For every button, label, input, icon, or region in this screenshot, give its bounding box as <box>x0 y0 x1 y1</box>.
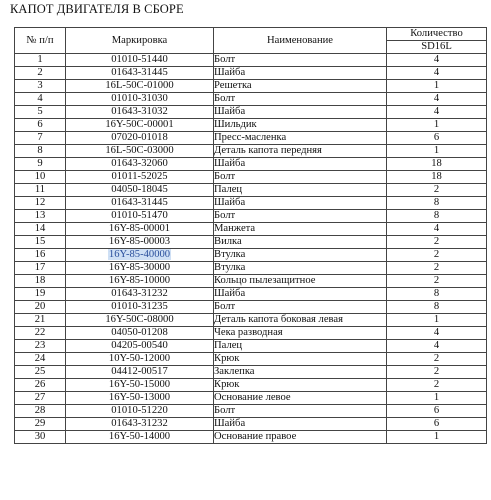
cell-num: 11 <box>15 184 66 197</box>
cell-num: 9 <box>15 158 66 171</box>
cell-name: Основание левое <box>214 392 387 405</box>
cell-num: 8 <box>15 145 66 158</box>
table-row[interactable] <box>15 366 487 379</box>
cell-qty: 4 <box>387 106 487 119</box>
cell-num: 16 <box>15 249 66 262</box>
header-qty: Количество <box>387 28 487 41</box>
cell-marking: 04412-00517 <box>66 366 214 379</box>
cell-marking: 04050-01208 <box>66 327 214 340</box>
cell-name: Болт <box>214 210 387 223</box>
cell-name: Палец <box>214 184 387 197</box>
cell-num: 10 <box>15 171 66 184</box>
header-name: Наименование <box>214 28 387 54</box>
cell-marking: 16Y-85-00003 <box>66 236 214 249</box>
table-row[interactable] <box>15 314 487 327</box>
table-row[interactable] <box>15 353 487 366</box>
cell-name: Болт <box>214 54 387 67</box>
selected-text[interactable]: 16Y-85-40000 <box>108 249 171 260</box>
cell-num: 4 <box>15 93 66 106</box>
cell-qty: 1 <box>387 119 487 132</box>
cell-marking: 04205-00540 <box>66 340 214 353</box>
table-row[interactable] <box>15 93 487 106</box>
header-model: SD16L <box>387 41 487 54</box>
table-row[interactable] <box>15 132 487 145</box>
table-body <box>15 54 487 444</box>
cell-marking: 04050-18045 <box>66 184 214 197</box>
cell-num: 12 <box>15 197 66 210</box>
table-row[interactable] <box>15 145 487 158</box>
cell-name: Крюк <box>214 353 387 366</box>
cell-num: 13 <box>15 210 66 223</box>
cell-qty: 2 <box>387 353 487 366</box>
parts-table <box>14 27 487 444</box>
cell-marking: 16Y-85-30000 <box>66 262 214 275</box>
cell-name: Решетка <box>214 80 387 93</box>
table-row[interactable] <box>15 262 487 275</box>
table-row[interactable] <box>15 158 487 171</box>
table-row[interactable] <box>15 405 487 418</box>
cell-marking: 01643-31232 <box>66 288 214 301</box>
cell-name: Палец <box>214 340 387 353</box>
cell-qty: 2 <box>387 249 487 262</box>
cell-name: Основание правое <box>214 431 387 444</box>
table-header <box>15 28 487 54</box>
table-row[interactable] <box>15 379 487 392</box>
cell-name: Чека разводная <box>214 327 387 340</box>
cell-name: Болт <box>214 301 387 314</box>
table-row[interactable] <box>15 392 487 405</box>
cell-marking: 16Y-85-00001 <box>66 223 214 236</box>
cell-num: 25 <box>15 366 66 379</box>
page-title: КАПОТ ДВИГАТЕЛЯ В СБОРЕ <box>10 2 184 16</box>
cell-qty: 2 <box>387 262 487 275</box>
cell-marking: 16Y-50-15000 <box>66 379 214 392</box>
cell-name: Болт <box>214 405 387 418</box>
table-row[interactable] <box>15 210 487 223</box>
table-row[interactable] <box>15 340 487 353</box>
cell-qty: 2 <box>387 379 487 392</box>
cell-name: Кольцо пылезащитное <box>214 275 387 288</box>
table-row[interactable] <box>15 67 487 80</box>
cell-name: Крюк <box>214 379 387 392</box>
cell-num: 29 <box>15 418 66 431</box>
table-row[interactable] <box>15 119 487 132</box>
cell-qty: 18 <box>387 158 487 171</box>
header-num: № п/п <box>15 28 66 54</box>
table-row[interactable] <box>15 288 487 301</box>
cell-marking: 01643-31445 <box>66 67 214 80</box>
cell-qty: 1 <box>387 145 487 158</box>
cell-name: Болт <box>214 93 387 106</box>
table-row[interactable] <box>15 236 487 249</box>
cell-marking: 01643-31232 <box>66 418 214 431</box>
table-row[interactable] <box>15 275 487 288</box>
cell-name: Деталь капота передняя <box>214 145 387 158</box>
header-marking: Маркировка <box>66 28 214 54</box>
cell-num: 3 <box>15 80 66 93</box>
cell-qty: 6 <box>387 418 487 431</box>
table-row[interactable] <box>15 54 487 67</box>
table-row[interactable] <box>15 223 487 236</box>
cell-marking: 01011-52025 <box>66 171 214 184</box>
table-row[interactable] <box>15 327 487 340</box>
cell-name: Манжета <box>214 223 387 236</box>
cell-name: Пресс-масленка <box>214 132 387 145</box>
cell-num: 6 <box>15 119 66 132</box>
cell-marking: 01010-51220 <box>66 405 214 418</box>
cell-qty: 8 <box>387 197 487 210</box>
cell-marking: 07020-01018 <box>66 132 214 145</box>
cell-name: Шайба <box>214 106 387 119</box>
cell-marking: 01010-51440 <box>66 54 214 67</box>
cell-marking: 16Y-50-13000 <box>66 392 214 405</box>
table-row[interactable] <box>15 184 487 197</box>
table-row[interactable] <box>15 301 487 314</box>
cell-num: 27 <box>15 392 66 405</box>
cell-qty: 1 <box>387 80 487 93</box>
table-row[interactable] <box>15 418 487 431</box>
cell-qty: 4 <box>387 54 487 67</box>
cell-num: 7 <box>15 132 66 145</box>
cell-qty: 8 <box>387 288 487 301</box>
cell-num: 5 <box>15 106 66 119</box>
cell-qty: 6 <box>387 132 487 145</box>
table-row[interactable] <box>15 171 487 184</box>
cell-num: 24 <box>15 353 66 366</box>
cell-num: 23 <box>15 340 66 353</box>
cell-qty: 1 <box>387 431 487 444</box>
cell-name: Втулка <box>214 249 387 262</box>
cell-qty: 4 <box>387 327 487 340</box>
cell-name: Заклепка <box>214 366 387 379</box>
cell-qty: 1 <box>387 392 487 405</box>
cell-name: Шайба <box>214 197 387 210</box>
cell-num: 20 <box>15 301 66 314</box>
cell-num: 30 <box>15 431 66 444</box>
cell-num: 17 <box>15 262 66 275</box>
cell-marking: 16L-50C-03000 <box>66 145 214 158</box>
cell-name: Шайба <box>214 288 387 301</box>
cell-num: 22 <box>15 327 66 340</box>
cell-name: Втулка <box>214 262 387 275</box>
cell-num: 28 <box>15 405 66 418</box>
cell-num: 19 <box>15 288 66 301</box>
table-row[interactable] <box>15 106 487 119</box>
table-row[interactable] <box>15 197 487 210</box>
cell-num: 15 <box>15 236 66 249</box>
cell-marking: 16L-50C-01000 <box>66 80 214 93</box>
cell-marking: 16Y-50-14000 <box>66 431 214 444</box>
cell-qty: 2 <box>387 184 487 197</box>
cell-qty: 2 <box>387 366 487 379</box>
cell-name: Болт <box>214 171 387 184</box>
cell-name: Шайба <box>214 418 387 431</box>
table-row[interactable] <box>15 431 487 444</box>
cell-marking <box>66 249 214 262</box>
cell-marking: 10Y-50-12000 <box>66 353 214 366</box>
cell-qty: 4 <box>387 340 487 353</box>
cell-num: 26 <box>15 379 66 392</box>
cell-marking: 01643-31032 <box>66 106 214 119</box>
table-row[interactable] <box>15 80 487 93</box>
cell-marking: 01643-31445 <box>66 197 214 210</box>
cell-qty: 4 <box>387 223 487 236</box>
cell-num: 21 <box>15 314 66 327</box>
cell-marking: 01010-31235 <box>66 301 214 314</box>
cell-num: 2 <box>15 67 66 80</box>
cell-name: Шильдик <box>214 119 387 132</box>
cell-qty: 2 <box>387 275 487 288</box>
cell-marking: 01010-31030 <box>66 93 214 106</box>
cell-name: Шайба <box>214 67 387 80</box>
cell-qty: 4 <box>387 67 487 80</box>
cell-name: Вилка <box>214 236 387 249</box>
cell-marking: 16Y-50C-08000 <box>66 314 214 327</box>
cell-qty: 2 <box>387 236 487 249</box>
cell-name: Деталь капота боковая левая <box>214 314 387 327</box>
cell-qty: 6 <box>387 405 487 418</box>
cell-marking: 01643-32060 <box>66 158 214 171</box>
cell-num: 14 <box>15 223 66 236</box>
cell-num: 18 <box>15 275 66 288</box>
cell-qty: 8 <box>387 210 487 223</box>
cell-name: Шайба <box>214 158 387 171</box>
table-row[interactable] <box>15 249 487 262</box>
cell-qty: 8 <box>387 301 487 314</box>
cell-marking: 16Y-85-10000 <box>66 275 214 288</box>
cell-marking: 16Y-50C-00001 <box>66 119 214 132</box>
cell-num: 1 <box>15 54 66 67</box>
cell-qty: 18 <box>387 171 487 184</box>
cell-qty: 1 <box>387 314 487 327</box>
cell-qty: 4 <box>387 93 487 106</box>
cell-marking: 01010-51470 <box>66 210 214 223</box>
